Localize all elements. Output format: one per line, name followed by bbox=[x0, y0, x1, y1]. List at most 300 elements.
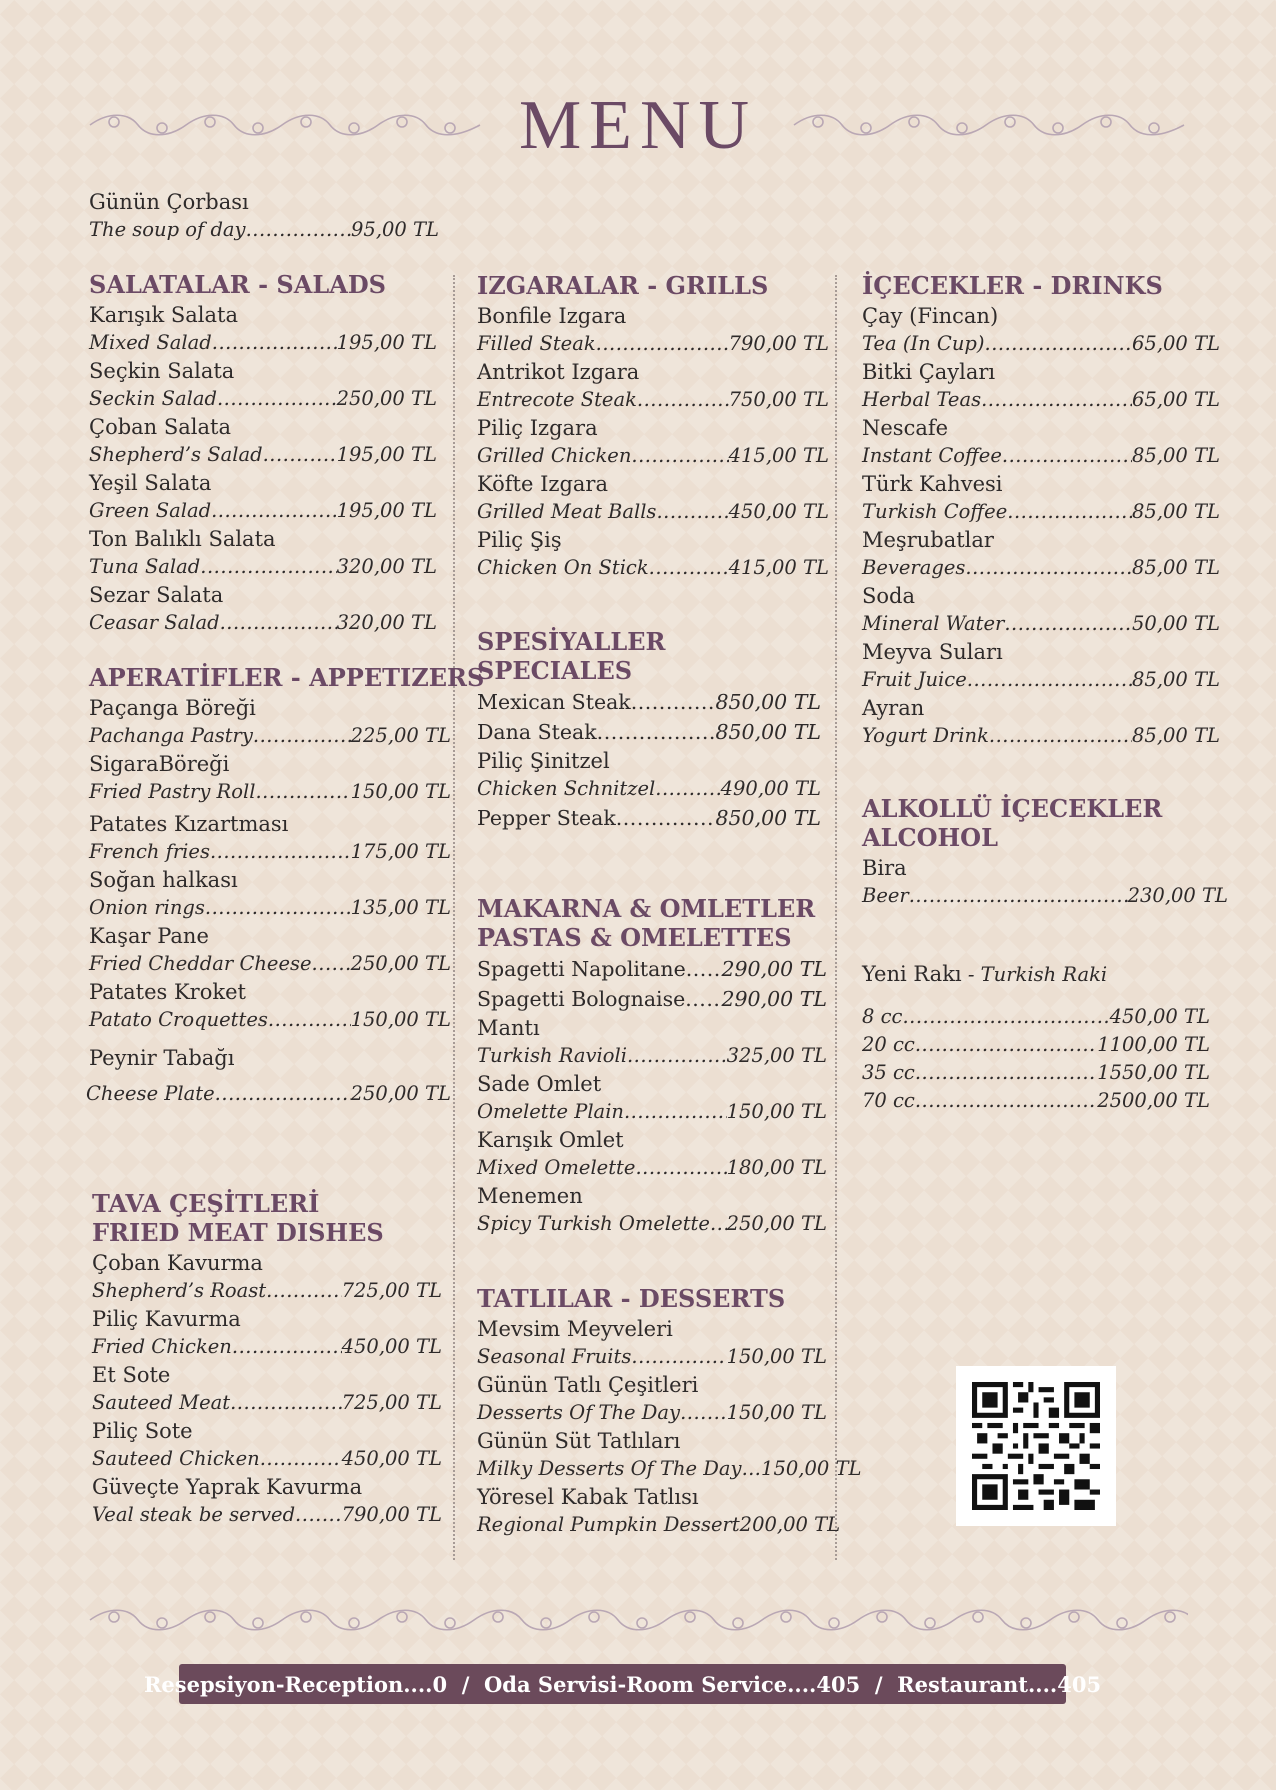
item-price: 150,00 TL bbox=[726, 1401, 827, 1424]
item-desc: Patato Croquettes bbox=[89, 1008, 268, 1031]
dot-leader bbox=[627, 1042, 727, 1070]
menu-item-line bbox=[89, 609, 437, 637]
dot-leader bbox=[635, 1154, 726, 1182]
item-desc: Sauteed Meat bbox=[92, 1391, 231, 1414]
item-price: 1550,00 TL bbox=[1097, 1061, 1210, 1084]
dot-leader bbox=[205, 894, 351, 922]
menu-item bbox=[477, 1014, 827, 1070]
menu-item-line bbox=[477, 687, 821, 717]
dot-leader bbox=[680, 1399, 727, 1427]
item-name: Paçanga Böreği bbox=[89, 696, 256, 720]
pasta-section bbox=[477, 894, 827, 1238]
item-price: 150,00 TL bbox=[761, 1457, 862, 1480]
menu-item bbox=[89, 978, 451, 1034]
dot-leader bbox=[710, 1210, 727, 1238]
dot-leader bbox=[1004, 610, 1132, 638]
item-name: Sade Omlet bbox=[477, 1072, 602, 1096]
beer-line bbox=[862, 882, 1228, 910]
item-price: 65,00 TL bbox=[1132, 332, 1220, 355]
menu-item-line bbox=[89, 553, 437, 581]
dot-leader bbox=[967, 666, 1132, 694]
item-price: 195,00 TL bbox=[336, 499, 437, 522]
dot-leader bbox=[266, 1277, 341, 1305]
item-price: 225,00 TL bbox=[350, 724, 451, 747]
menu-item bbox=[477, 1126, 827, 1182]
menu-item bbox=[477, 470, 829, 526]
menu-item bbox=[89, 581, 437, 637]
menu-item-line bbox=[92, 1445, 442, 1473]
menu-item bbox=[89, 810, 451, 866]
reception-contact: Resepsiyon-Reception....0 bbox=[143, 1671, 448, 1697]
item-name: Piliç Şinitzel bbox=[477, 749, 610, 773]
raki-size-row bbox=[862, 1003, 1210, 1031]
item-name: Spagetti Napolitane bbox=[477, 957, 686, 981]
menu-item bbox=[477, 526, 829, 582]
alcohol-section bbox=[862, 794, 1228, 1115]
item-desc: Seckin Salad bbox=[89, 387, 217, 410]
item-desc: Mineral Water bbox=[862, 612, 1005, 635]
item-desc: 8 cc bbox=[862, 1005, 903, 1028]
menu-item-line bbox=[89, 722, 451, 750]
fried-section bbox=[92, 1189, 442, 1529]
item-price: 85,00 TL bbox=[1132, 556, 1220, 579]
menu-item-line bbox=[477, 554, 829, 582]
item-desc: Cheese Plate bbox=[86, 1082, 215, 1105]
item-desc: Beverages bbox=[862, 556, 966, 579]
menu-item-line bbox=[477, 717, 821, 747]
menu-item bbox=[86, 1044, 451, 1108]
item-price: 325,00 TL bbox=[726, 1044, 827, 1067]
menu-items bbox=[477, 302, 829, 582]
menu-item-line bbox=[862, 554, 1220, 582]
item-price: 250,00 TL bbox=[350, 952, 451, 975]
item-desc: Filled Steak bbox=[477, 332, 596, 355]
item-name: Yöresel Kabak Tatlısı bbox=[477, 1485, 699, 1509]
soup-price: 95,00 TL bbox=[351, 218, 439, 241]
item-desc: 20 cc bbox=[862, 1033, 915, 1056]
item-desc: Grilled Meat Balls bbox=[477, 500, 657, 523]
item-price: 850,00 TL bbox=[715, 806, 821, 830]
item-price: 725,00 TL bbox=[341, 1391, 442, 1414]
drinks-section bbox=[862, 271, 1220, 750]
item-name: Mexican Steak bbox=[477, 690, 631, 714]
dot-leader bbox=[200, 553, 336, 581]
item-name: Soğan halkası bbox=[89, 868, 238, 892]
section-heading: TAVA ÇEŞİTLERİ bbox=[92, 1189, 320, 1218]
menu-item bbox=[862, 694, 1220, 750]
beer-name: Bira bbox=[862, 856, 907, 880]
item-name: Türk Kahvesi bbox=[862, 472, 1003, 496]
item-name: Dana Steak bbox=[477, 720, 597, 744]
item-name: Seçkin Salata bbox=[89, 359, 235, 383]
section-heading: IZGARALAR - GRILLS bbox=[477, 271, 769, 300]
item-name: Patates Kızartması bbox=[89, 812, 289, 836]
menu-items bbox=[862, 302, 1220, 750]
item-name: SigaraBöreği bbox=[89, 752, 230, 776]
item-price: 1100,00 TL bbox=[1097, 1033, 1210, 1056]
menu-item-line bbox=[477, 1210, 827, 1238]
menu-item-line bbox=[477, 1154, 827, 1182]
dot-leader bbox=[686, 954, 722, 984]
dot-leader bbox=[655, 775, 720, 803]
menu-item bbox=[89, 694, 451, 750]
item-price: 850,00 TL bbox=[715, 690, 821, 714]
item-desc: Onion rings bbox=[89, 896, 205, 919]
menu-item bbox=[862, 638, 1220, 694]
raki-size-row bbox=[862, 1059, 1210, 1087]
menu-items bbox=[89, 301, 437, 637]
item-price: 790,00 TL bbox=[341, 1503, 442, 1526]
item-name: Çoban Kavurma bbox=[92, 1251, 263, 1275]
menu-item-line bbox=[477, 498, 829, 526]
item-name: Ayran bbox=[862, 696, 925, 720]
item-name: Mevsim Meyveleri bbox=[477, 1317, 673, 1341]
item-desc: Tuna Salad bbox=[89, 555, 201, 578]
item-price: 250,00 TL bbox=[350, 1082, 451, 1105]
menu-item bbox=[477, 1371, 827, 1427]
dot-leader bbox=[685, 984, 721, 1014]
dot-leader bbox=[915, 1031, 1097, 1059]
menu-item-line bbox=[862, 330, 1220, 358]
item-name: Kaşar Pane bbox=[89, 924, 209, 948]
section-heading: SPESİYALLER bbox=[477, 627, 666, 656]
item-desc: Ceasar Salad bbox=[89, 611, 220, 634]
menu-item bbox=[92, 1305, 442, 1361]
menu-item bbox=[862, 358, 1220, 414]
item-price: 250,00 TL bbox=[336, 387, 437, 410]
bottom-scroll-ornament bbox=[88, 1605, 1188, 1635]
menu-item-line bbox=[862, 722, 1220, 750]
item-desc: Omelette Plain bbox=[477, 1100, 624, 1123]
menu-item bbox=[862, 470, 1220, 526]
section-heading: TATLILAR - DESSERTS bbox=[477, 1284, 786, 1313]
menu-item-line bbox=[477, 1399, 827, 1427]
dot-leader bbox=[212, 329, 337, 357]
dot-leader bbox=[631, 687, 716, 717]
raki-subtitle: - Turkish Raki bbox=[961, 963, 1108, 986]
item-desc: Spicy Turkish Omelette bbox=[477, 1212, 710, 1235]
specials-section bbox=[477, 627, 821, 833]
dot-leader bbox=[263, 441, 337, 469]
menu-item bbox=[862, 582, 1220, 638]
qr-code-icon bbox=[956, 1366, 1116, 1526]
menu-item-line bbox=[89, 385, 437, 413]
menu-item-line bbox=[477, 1455, 862, 1483]
menu-item bbox=[89, 357, 437, 413]
menu-items bbox=[86, 694, 451, 1108]
dot-leader bbox=[616, 803, 716, 833]
item-desc: Seasonal Fruits bbox=[477, 1345, 632, 1368]
menu-item-line bbox=[89, 950, 451, 978]
section-subheading: PASTAS & OMELETTES bbox=[477, 923, 792, 952]
dot-leader bbox=[246, 216, 351, 244]
menu-item-line bbox=[862, 498, 1220, 526]
dot-leader bbox=[255, 778, 350, 806]
menu-item-line bbox=[477, 442, 829, 470]
item-name: Bonfile Izgara bbox=[477, 304, 627, 328]
item-desc: Regional Pumpkin Dessert bbox=[477, 1513, 740, 1536]
item-desc: Beer bbox=[862, 884, 909, 907]
menu-item bbox=[477, 747, 821, 803]
item-name: Sezar Salata bbox=[89, 583, 224, 607]
dot-leader bbox=[217, 385, 337, 413]
menu-items bbox=[92, 1249, 442, 1529]
menu-item-line bbox=[89, 441, 437, 469]
item-price: 195,00 TL bbox=[336, 331, 437, 354]
item-price: 230,00 TL bbox=[1127, 884, 1228, 907]
menu-item-line bbox=[477, 386, 829, 414]
item-desc: Shepherd’s Roast bbox=[92, 1279, 267, 1302]
menu-item bbox=[477, 1427, 862, 1483]
item-desc: Tea (In Cup) bbox=[862, 332, 985, 355]
dot-leader bbox=[1002, 442, 1132, 470]
item-desc: Entrecote Steak bbox=[477, 388, 637, 411]
item-name: Pepper Steak bbox=[477, 806, 616, 830]
menu-item bbox=[862, 414, 1220, 470]
menu-item bbox=[862, 526, 1220, 582]
soup-line bbox=[89, 216, 439, 244]
menu-item bbox=[92, 1361, 442, 1417]
menu-item bbox=[89, 750, 451, 806]
item-price: 450,00 TL bbox=[1109, 1005, 1210, 1028]
dot-leader bbox=[631, 442, 728, 470]
menu-item-line bbox=[92, 1501, 442, 1529]
item-price: 450,00 TL bbox=[341, 1335, 442, 1358]
dot-leader bbox=[656, 498, 728, 526]
item-price: 150,00 TL bbox=[726, 1100, 827, 1123]
item-desc: French fries bbox=[89, 840, 210, 863]
item-name: Mantı bbox=[477, 1016, 540, 1040]
dot-leader bbox=[624, 1098, 727, 1126]
menu-item-line bbox=[477, 330, 829, 358]
item-name: Güveçte Yaprak Kavurma bbox=[92, 1475, 363, 1499]
menu-item bbox=[89, 525, 437, 581]
item-desc: Green Salad bbox=[89, 499, 212, 522]
section-heading: ALKOLLÜ İÇECEKLER bbox=[862, 794, 1163, 823]
dot-leader bbox=[915, 1059, 1097, 1087]
dot-leader bbox=[637, 386, 729, 414]
item-desc: Fried Chicken bbox=[92, 1335, 232, 1358]
menu-item bbox=[477, 414, 829, 470]
room-service-contact: Oda Servisi-Room Service....405 bbox=[484, 1671, 861, 1697]
menu-item bbox=[92, 1417, 442, 1473]
item-name: Et Sote bbox=[92, 1363, 171, 1387]
separator: / bbox=[860, 1671, 898, 1697]
menu-item-line bbox=[86, 1080, 451, 1108]
menu-item-line bbox=[89, 894, 451, 922]
dot-leader bbox=[596, 330, 729, 358]
dot-leader bbox=[631, 1343, 726, 1371]
item-desc: Yogurt Drink bbox=[862, 724, 989, 747]
dot-leader bbox=[1007, 498, 1132, 526]
desserts-section bbox=[477, 1284, 862, 1539]
item-desc: Turkish Coffee bbox=[862, 500, 1008, 523]
menu-item-line bbox=[862, 610, 1220, 638]
item-name: Soda bbox=[862, 584, 915, 608]
dot-leader bbox=[295, 1501, 342, 1529]
item-price: 85,00 TL bbox=[1132, 444, 1220, 467]
menu-items bbox=[477, 687, 821, 833]
item-desc: Desserts Of The Day bbox=[477, 1401, 681, 1424]
soup-name: Günün Çorbası bbox=[89, 190, 249, 214]
item-price: 290,00 TL bbox=[721, 987, 827, 1011]
item-desc: Fried Cheddar Cheese bbox=[89, 952, 312, 975]
item-price: 415,00 TL bbox=[728, 444, 829, 467]
menu-item-line bbox=[477, 1343, 827, 1371]
item-price: 85,00 TL bbox=[1132, 724, 1220, 747]
item-price: 175,00 TL bbox=[350, 840, 451, 863]
item-price: 180,00 TL bbox=[726, 1156, 827, 1179]
contact-bar bbox=[143, 1664, 1102, 1704]
restaurant-contact: Restaurant....405 bbox=[897, 1671, 1102, 1697]
menu-item bbox=[89, 413, 437, 469]
item-name: Nescafe bbox=[862, 416, 949, 440]
menu-item-line bbox=[89, 778, 451, 806]
item-desc: Turkish Ravioli bbox=[477, 1044, 627, 1067]
item-desc: Shepherd’s Salad bbox=[89, 443, 263, 466]
menu-item bbox=[89, 469, 437, 525]
menu-item bbox=[477, 803, 821, 833]
item-name: Peynir Tabağı bbox=[89, 1046, 235, 1070]
item-name: Menemen bbox=[477, 1184, 583, 1208]
item-desc: Fruit Juice bbox=[862, 668, 967, 691]
dot-leader bbox=[215, 1080, 351, 1108]
menu-item-line bbox=[92, 1389, 442, 1417]
item-desc: Pachanga Pastry bbox=[89, 724, 253, 747]
item-desc: Instant Coffee bbox=[862, 444, 1002, 467]
grills-section bbox=[477, 271, 829, 582]
dot-leader bbox=[597, 717, 716, 747]
dot-leader bbox=[965, 554, 1132, 582]
item-desc: Sauteed Chicken bbox=[92, 1447, 260, 1470]
dot-leader bbox=[210, 838, 351, 866]
item-desc: 70 cc bbox=[862, 1089, 915, 1112]
dot-leader bbox=[312, 950, 351, 978]
item-name: Günün Süt Tatlıları bbox=[477, 1429, 681, 1453]
item-price: 790,00 TL bbox=[728, 332, 829, 355]
menu-item bbox=[477, 302, 829, 358]
menu-item-line bbox=[89, 329, 437, 357]
dot-leader bbox=[268, 1006, 351, 1034]
item-price: 490,00 TL bbox=[720, 777, 821, 800]
item-desc: 35 cc bbox=[862, 1061, 915, 1084]
menu-item-line bbox=[477, 1042, 827, 1070]
raki-size-row bbox=[862, 1031, 1210, 1059]
menu-item-line bbox=[862, 666, 1220, 694]
menu-item-line bbox=[92, 1333, 442, 1361]
menu-item bbox=[89, 866, 451, 922]
menu-item-line bbox=[89, 1006, 451, 1034]
item-price: 200,00 TL bbox=[739, 1513, 841, 1536]
item-price: 250,00 TL bbox=[726, 1212, 827, 1235]
qr-code[interactable] bbox=[956, 1366, 1116, 1526]
column-divider bbox=[835, 275, 837, 1560]
menu-item bbox=[862, 302, 1220, 358]
dot-leader bbox=[253, 722, 351, 750]
menu-item bbox=[89, 301, 437, 357]
menu-item-line bbox=[477, 803, 821, 833]
item-name: Piliç Izgara bbox=[477, 416, 598, 440]
section-heading: İÇECEKLER - DRINKS bbox=[862, 271, 1163, 300]
section-heading: MAKARNA & OMLETLER bbox=[477, 894, 816, 923]
item-desc: Chicken On Stick bbox=[477, 556, 649, 579]
item-name: Karışık Salata bbox=[89, 303, 238, 327]
item-price: 2500,00 TL bbox=[1097, 1089, 1210, 1112]
item-name: Piliç Sote bbox=[92, 1419, 193, 1443]
item-price: 195,00 TL bbox=[336, 443, 437, 466]
item-name: Patates Kroket bbox=[89, 980, 246, 1004]
item-price: 850,00 TL bbox=[715, 720, 821, 744]
menu-item-line bbox=[862, 386, 1220, 414]
spagetti-napolitane bbox=[477, 954, 827, 984]
dot-leader bbox=[260, 1445, 342, 1473]
item-price: 50,00 TL bbox=[1132, 612, 1220, 635]
item-name: Meşrubatlar bbox=[862, 528, 994, 552]
dot-leader bbox=[981, 386, 1132, 414]
menu-item-line bbox=[89, 838, 451, 866]
section-subheading: SPECIALES bbox=[477, 656, 633, 685]
dot-leader bbox=[915, 1087, 1097, 1115]
item-price: 65,00 TL bbox=[1132, 388, 1220, 411]
item-name: Bitki Çayları bbox=[862, 360, 996, 384]
item-name: Spagetti Bolognaise bbox=[477, 987, 686, 1011]
menu-title: MENU bbox=[518, 87, 758, 164]
item-price: 85,00 TL bbox=[1132, 668, 1220, 691]
menu-item bbox=[477, 1070, 827, 1126]
menu-item bbox=[477, 1315, 827, 1371]
menu-items bbox=[477, 1315, 862, 1539]
menu-item bbox=[89, 922, 451, 978]
menu-item bbox=[477, 1182, 827, 1238]
item-desc: Grilled Chicken bbox=[477, 444, 632, 467]
raki-heading bbox=[862, 960, 1228, 989]
dot-leader bbox=[989, 722, 1132, 750]
menu-item-line bbox=[89, 497, 437, 525]
section-heading: SALATALAR - SALADS bbox=[89, 270, 387, 299]
item-price: 85,00 TL bbox=[1132, 500, 1220, 523]
item-price: 450,00 TL bbox=[341, 1447, 442, 1470]
menu-item bbox=[92, 1249, 442, 1305]
raki-size-row bbox=[862, 1087, 1210, 1115]
menu-item-line bbox=[862, 442, 1220, 470]
dot-leader bbox=[985, 330, 1133, 358]
item-name: Antrikot Izgara bbox=[477, 360, 640, 384]
menu-item-line bbox=[92, 1277, 442, 1305]
menu-items bbox=[477, 1014, 827, 1238]
item-price: 750,00 TL bbox=[728, 388, 829, 411]
item-price: 725,00 TL bbox=[341, 1279, 442, 1302]
item-name: Piliç Şiş bbox=[477, 528, 562, 552]
item-desc: Herbal Teas bbox=[862, 388, 982, 411]
item-price: 415,00 TL bbox=[728, 556, 829, 579]
menu-item bbox=[92, 1473, 442, 1529]
item-desc: Veal steak be served bbox=[92, 1503, 296, 1526]
soup-desc: The soup of day bbox=[89, 218, 246, 241]
column-divider bbox=[453, 275, 455, 1560]
dot-leader bbox=[902, 1003, 1109, 1031]
menu-item-line bbox=[477, 1098, 827, 1126]
section-heading: APERATİFLER - APPETIZERS bbox=[89, 663, 485, 692]
item-price: 150,00 TL bbox=[726, 1345, 827, 1368]
item-price: 290,00 TL bbox=[721, 957, 827, 981]
soup-section bbox=[89, 188, 439, 244]
section-subheading: ALCOHOL bbox=[862, 823, 998, 852]
raki-sizes bbox=[862, 1003, 1210, 1115]
item-desc: Mixed Salad bbox=[89, 331, 212, 354]
item-name: Ton Balıklı Salata bbox=[89, 527, 276, 551]
item-name: Piliç Kavurma bbox=[92, 1307, 241, 1331]
item-name: Karışık Omlet bbox=[477, 1128, 624, 1152]
